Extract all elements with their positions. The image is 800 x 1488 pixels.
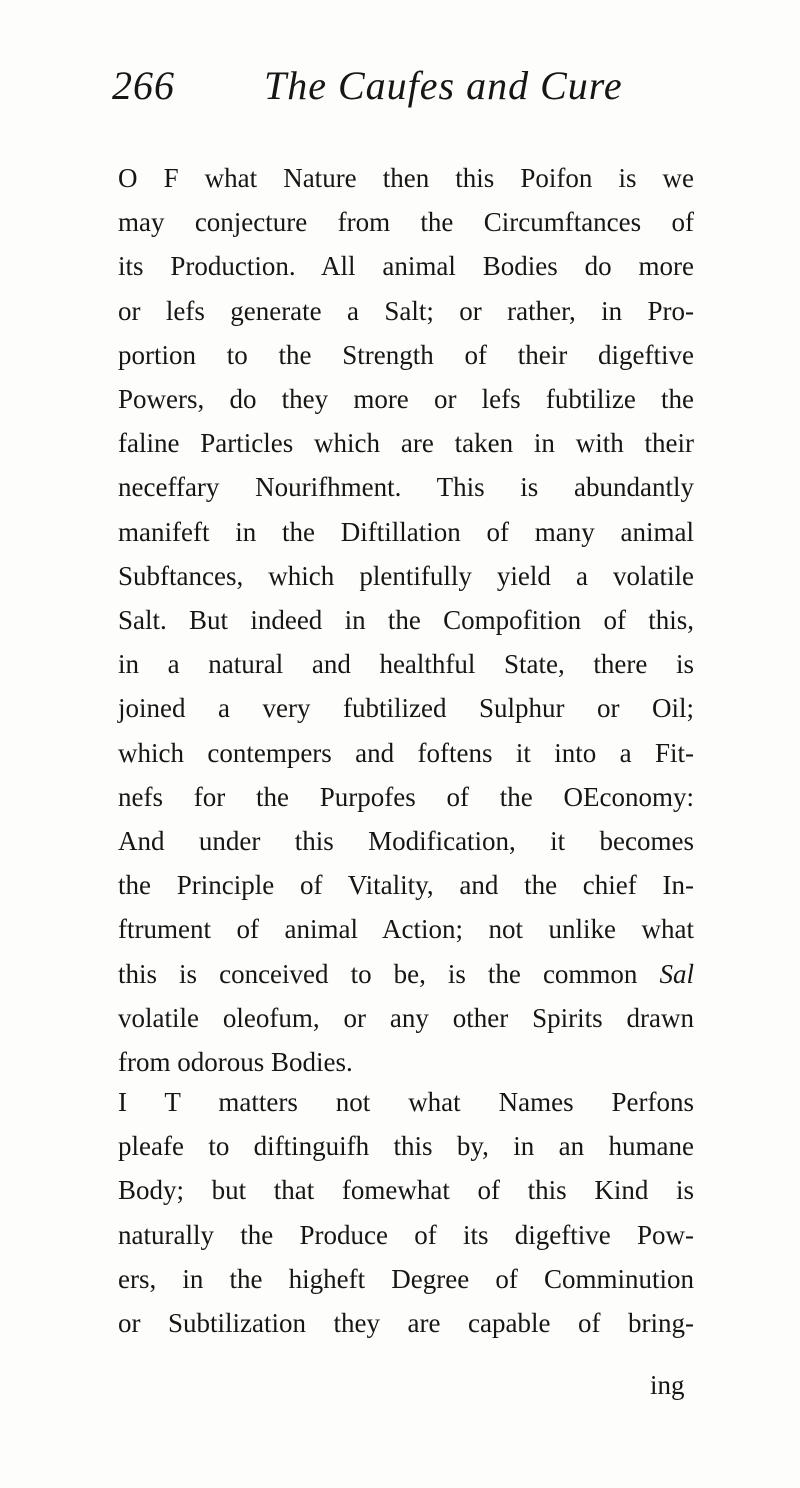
text-line: ftrument of animal Action; not unlike what (118, 914, 694, 945)
text-line-with-italic (118, 952, 694, 996)
text-line: its Production. All animal Bodies do more (118, 251, 694, 282)
paragraph-1 (118, 156, 694, 1084)
text-line: or lefs generate a Salt; or rather, in Pro- (118, 295, 694, 326)
text-line: neceffary Nourifhment. This is abundantly (118, 472, 694, 503)
text-line: the Principle of Vitality, and the chief In- (118, 870, 694, 901)
text-line: may conjecture from the Circumftances of (118, 207, 694, 238)
catchword: ing (650, 1370, 685, 1400)
text-line: nefs for the Purpofes of the OEconomy: (118, 781, 694, 812)
text-line: I T matters not what Names Perfons (118, 1087, 694, 1117)
text-line: Powers, do they more or lefs fubtilize the (118, 384, 694, 415)
text-line: Body; but that fomewhat of this Kind is (118, 1175, 694, 1206)
text-line: naturally the Produce of its digeftive Pow- (118, 1219, 694, 1250)
running-head (112, 62, 732, 126)
text-line: ers, in the higheft Degree of Comminution (118, 1263, 694, 1294)
text-line: portion to the Strength of their digeftive (118, 339, 694, 370)
text-line: faline Particles which are taken in with their (118, 428, 694, 459)
italic-term: Sal (659, 958, 694, 989)
text-line: O F what Nature then this Poifon is we (118, 163, 694, 193)
text-line: pleafe to diftinguifh this by, in an humane (118, 1131, 694, 1162)
text-line: volatile oleofum, or any other Spirits drawn (118, 1002, 694, 1033)
text-line: manifeft in the Diftillation of many animal (118, 516, 694, 547)
text-line: in a natural and healthful State, there is (118, 649, 694, 680)
running-title: The Caufes and Cure (264, 63, 623, 108)
text-line: or Subtilization they are capable of bring- (118, 1308, 694, 1339)
text-line: joined a very fubtilized Sulphur or Oil; (118, 693, 694, 724)
text-line: which contempers and foftens it into a Fit- (118, 737, 694, 768)
text-line: from odorous Bodies. (118, 1047, 353, 1078)
page-number: 266 (112, 63, 175, 108)
paragraph-2 (118, 1080, 694, 1345)
text-line: Salt. But indeed in the Compofition of this, (118, 605, 694, 636)
text-line: Subftances, which plentifully yield a volatile (118, 560, 694, 591)
text-line: And under this Modification, it becomes (118, 826, 694, 857)
text-line: this is conceived to be, is the common (118, 958, 638, 989)
